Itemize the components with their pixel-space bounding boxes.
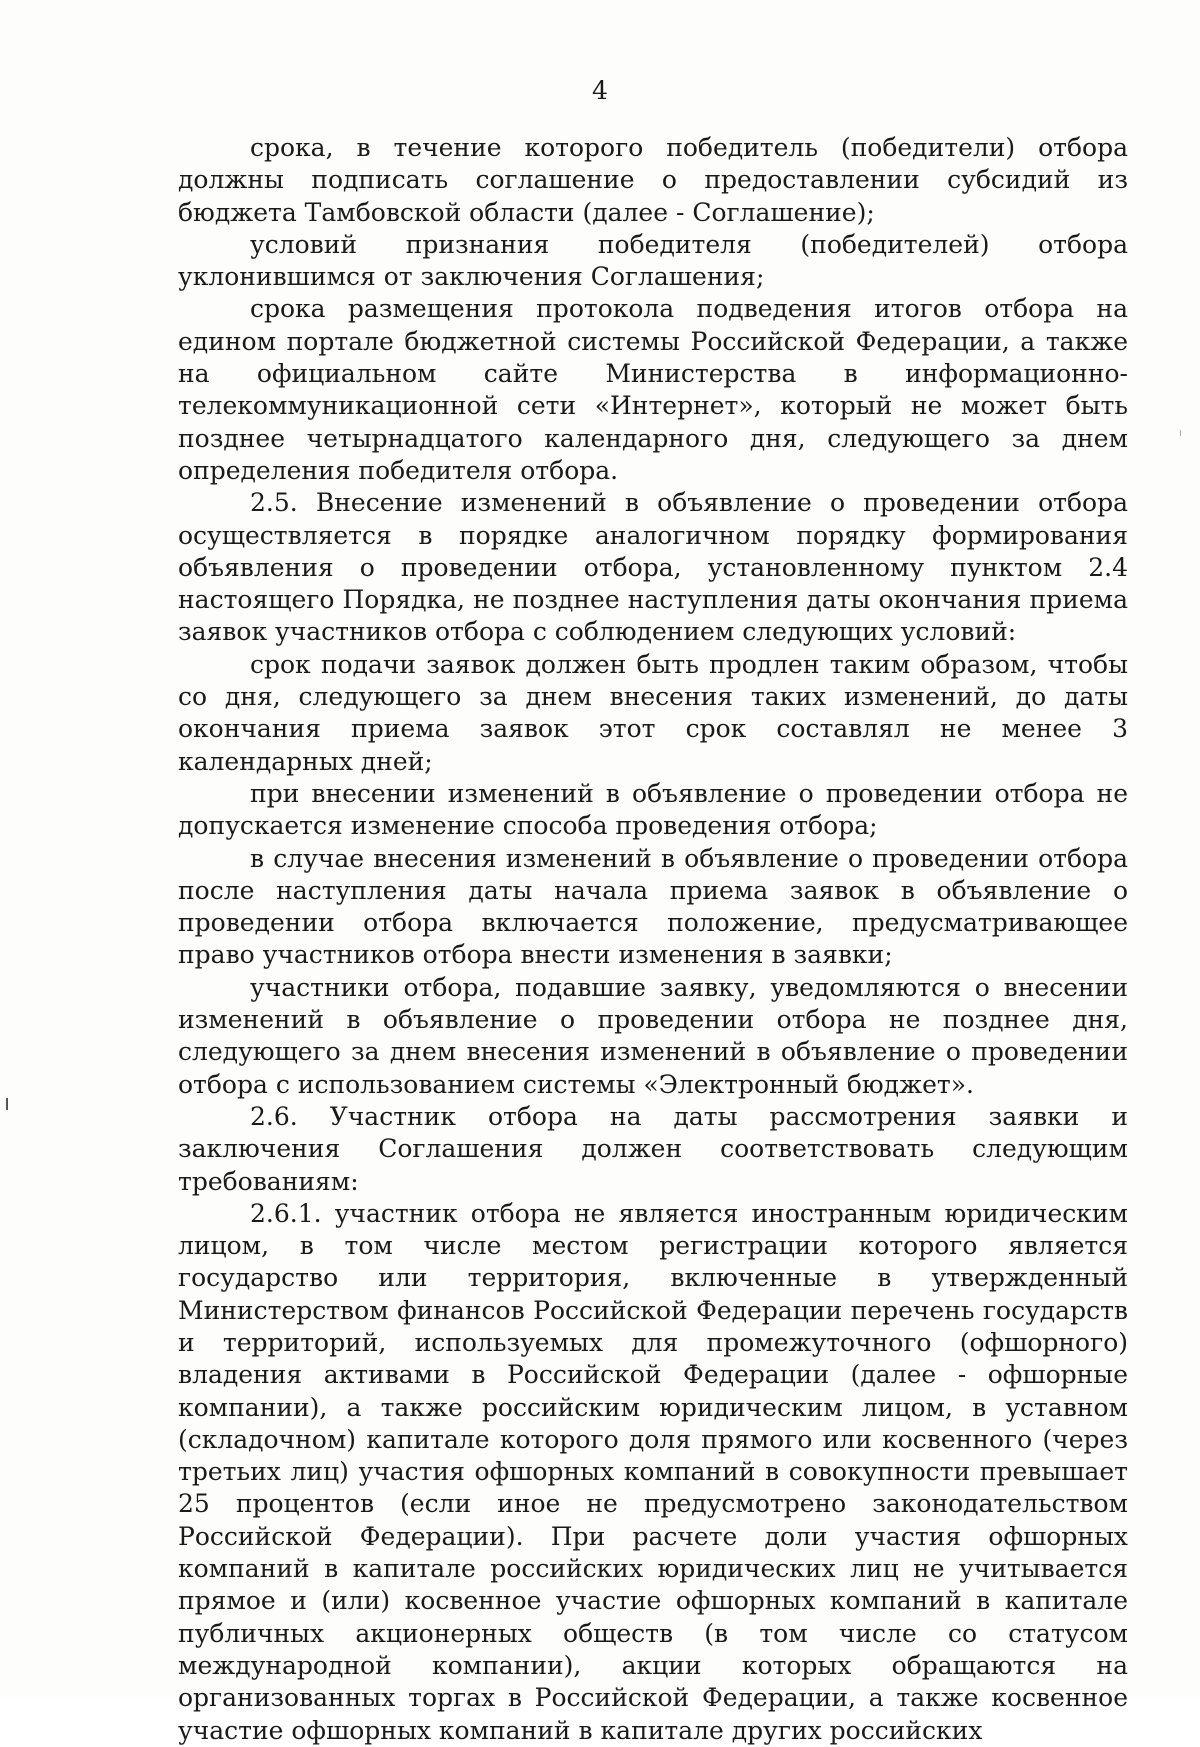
paragraph: 2.5. Внесение изменений в объявление о проведении отбора осуществляется в порядке аналогичном порядку формирования объявления о проведении отбора, установленному пунктом 2.4 настоящего Порядка, не позднее наступления даты окончания приема заявок участников отбора с соблюдением следующих условий: — [178, 488, 1128, 647]
paragraph: участники отбора, подавшие заявку, уведомляются о внесении изменений в объявление о проведении отбора не позднее дня, следующего за днем внесения изменений в объявление о проведении отбора с использованием системы «Электронный бюджет». — [178, 972, 1128, 1099]
paragraph: условий признания победителя (победителей) отбора уклонившимся от заключения Соглашения; — [178, 229, 1128, 292]
scan-artifact — [6, 1098, 8, 1110]
document-body — [178, 132, 1128, 1747]
scan-artifact — [1180, 430, 1181, 436]
paragraph: срока, в течение которого победитель (победители) отбора должны подписать соглашение о предоставлении субсидий из бюджета Тамбовской области (далее - Соглашение); — [178, 133, 1128, 227]
paragraph: 2.6.1. участник отбора не является иностранным юридическим лицом, в том числе местом регистрации которого является государство или территория, включенные в утвержденный Министерством финансов Российской Федерации перечень государств и территорий, используемых для промежуточного (офшорного) владения активами в Российской Федерации (далее - офшорные компании), а также российским юридическим лицом, в уставном (складочном) капитале которого доля прямого или косвенного (через третьих лиц) участия офшорных компаний в совокупности превышает 25 процентов (если иное не предусмотрено законодательством Российской Федерации). При расчете доли участия офшорных компаний в капитале российских юридических лиц не учитывается прямое и (или) косвенное участие офшорных компаний в капитале публичных акционерных обществ (в том числе со статусом международной компании), акции которых обращаются на организованных торгах в Российской Федерации, а также косвенное участие офшорных компаний в капитале других российских — [178, 1198, 1128, 1745]
page-number: 4 — [592, 76, 608, 105]
paragraph: срока размещения протокола подведения итогов отбора на едином портале бюджетной системы Российской Федерации, а также на официальном сайте Министерства в информационно-телекоммуникационной сети «Интернет», который не может быть позднее четырнадцатого календарного дня, следующего за днем определения победителя отбора. — [178, 294, 1128, 485]
paragraph: в случае внесения изменений в объявление о проведении отбора после наступления даты начала приема заявок в объявление о проведении отбора включается положение, предусматривающее право участников отбора внести изменения в заявки; — [178, 843, 1128, 970]
paragraph: при внесении изменений в объявление о проведении отбора не допускается изменение способа проведения отбора; — [178, 778, 1128, 841]
paragraph: 2.6. Участник отбора на даты рассмотрения заявки и заключения Соглашения должен соответствовать следующим требованиям: — [178, 1101, 1128, 1196]
paragraph: срок подачи заявок должен быть продлен таким образом, чтобы со дня, следующего за днем внесения таких изменений, до даты окончания приема заявок этот срок составлял не менее 3 календарных дней; — [178, 649, 1128, 776]
